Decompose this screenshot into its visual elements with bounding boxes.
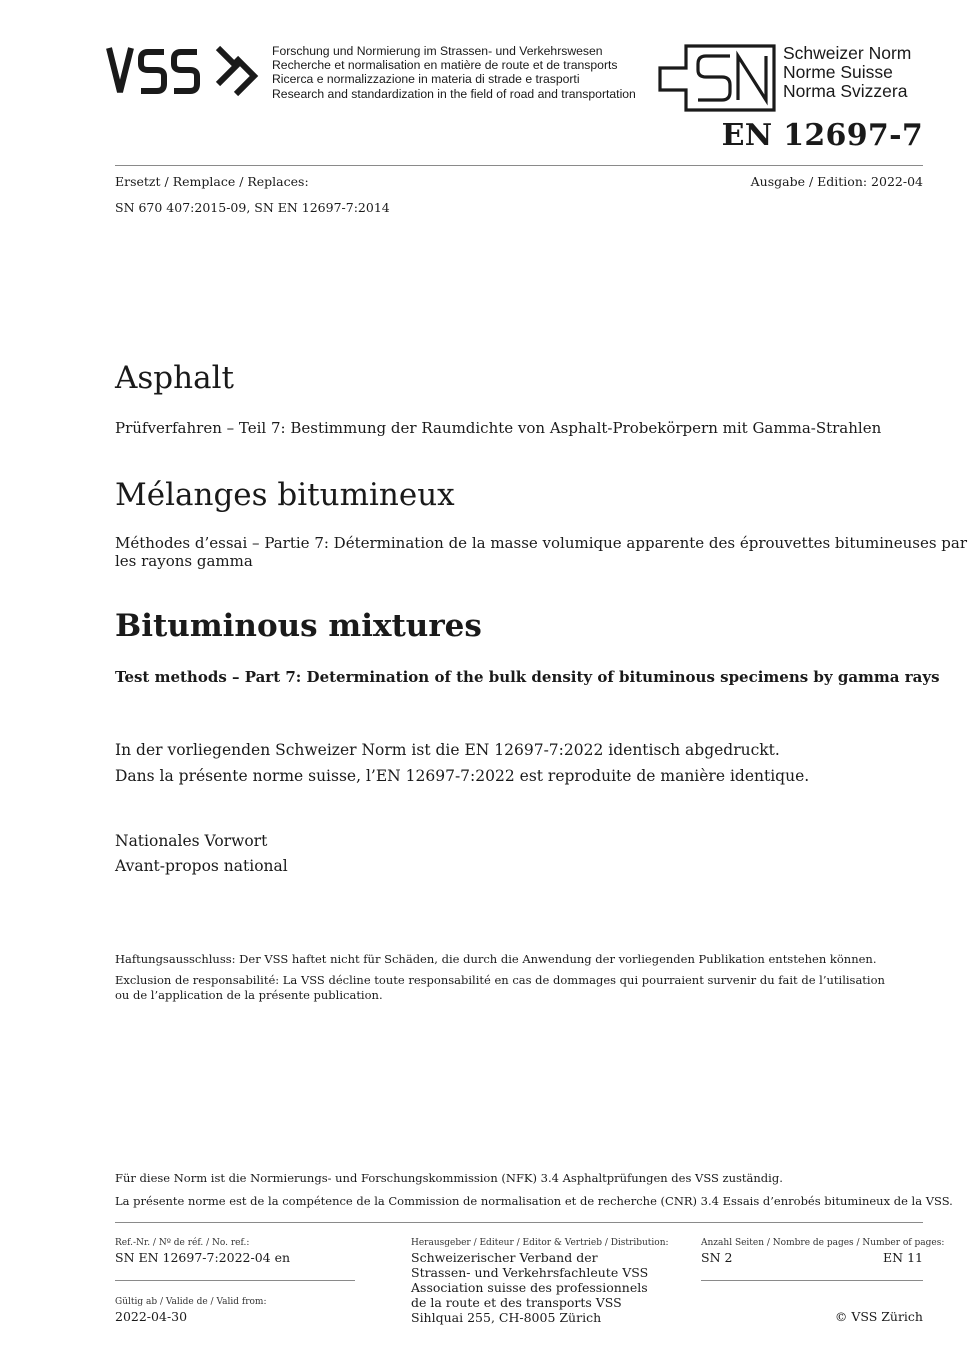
disclaimer-fr [115,973,885,1003]
disclaimer-fr-line-1: Exclusion de responsabilité: La VSS décline toute responsabilité en cas de dommages qui pourraient survenir du fait de l’utilisation [115,973,885,987]
footer-divider [115,1222,923,1223]
publisher-address [411,1250,648,1325]
subtitle-fr-line-2: les rayons gamma [115,552,253,570]
document-number: EN 12697-7 [721,118,923,153]
replaces-label: Ersetzt / Remplace / Replaces: [115,174,309,189]
identical-note-fr: Dans la présente norme suisse, l’EN 12697-7:2022 est reproduite de manière identique. [115,767,810,785]
footer-col1-divider [115,1280,355,1281]
ref-value: SN EN 12697-7:2022-04 en [115,1250,291,1265]
subtitle-en: Test methods – Part 7: Determination of the bulk density of bituminous specimens by gamma rays [115,668,940,686]
national-foreword-fr: Avant-propos national [115,857,288,875]
vss-logo [106,40,266,106]
subtitle-de: Prüfverfahren – Teil 7: Bestimmung der Raumdichte von Asphalt-Probekörpern mit Gamma-Strahlen [115,419,882,437]
subtitle-fr [115,534,967,570]
disclaimer-fr-line-2: ou de l’application de la présente publication. [115,988,383,1002]
header-divider [115,165,923,166]
edition: Ausgabe / Edition: 2022-04 [750,174,923,189]
title-fr: Mélanges bitumineux [115,477,455,513]
sn-logo [656,44,780,118]
publisher-line-2: Strassen- und Verkehrsfachleute VSS [411,1265,649,1280]
sn-label-fr: Norme Suisse [783,62,893,82]
vss-tagline [272,44,636,101]
disclaimer-de: Haftungsausschluss: Der VSS haftet nicht für Schäden, die durch die Anwendung der vorliegenden Publikation entstehen können. [115,952,877,966]
vss-tagline-it: Ricerca e normalizzazione in materia di strade e trasporti [272,72,580,87]
national-foreword-de: Nationales Vorwort [115,832,268,850]
subtitle-fr-line-1: Méthodes d’essai – Partie 7: Détermination de la masse volumique apparente des éprouvettes bitumineuses par [115,534,967,552]
title-de: Asphalt [115,360,234,396]
publisher-line-3: Association suisse des professionnels [411,1280,648,1295]
publisher-label: Herausgeber / Editeur / Editor & Vertrieb / Distribution: [411,1238,669,1248]
pages-en: EN 11 [883,1250,923,1265]
publisher-line-1: Schweizerischer Verband der [411,1250,598,1265]
ref-label: Ref.-Nr. / Nº de réf. / No. ref.: [115,1238,250,1248]
pages-sn: SN 2 [701,1250,733,1265]
valid-value: 2022-04-30 [115,1309,188,1324]
replaces-value: SN 670 407:2015-09, SN EN 12697-7:2014 [115,200,390,215]
vss-tagline-de: Forschung und Normierung im Strassen- und Verkehrswesen [272,44,603,58]
sn-norm-labels [783,44,911,101]
title-en: Bituminous mixtures [115,608,482,644]
identical-note-de: In der vorliegenden Schweizer Norm ist die EN 12697-7:2022 identisch abgedruckt. [115,741,780,759]
competence-fr: La présente norme est de la compétence de la Commission de normalisation et de recherche (CNR) 3.4 Essais d’enrobés bitumineux de la VSS. [115,1194,953,1208]
sn-label-it: Norma Svizzera [783,81,908,101]
footer-col3-divider [701,1280,923,1281]
pages-label: Anzahl Seiten / Nombre de pages / Number of pages: [701,1238,945,1248]
sn-label-de: Schweizer Norm [783,43,912,63]
vss-tagline-fr: Recherche et normalisation en matière de route et de transports [272,58,618,73]
vss-tagline-en: Research and standardization in the field of road and transportation [272,86,636,101]
valid-label: Gültig ab / Valide de / Valid from: [115,1297,267,1307]
publisher-line-5: Sihlquai 255, CH-8005 Zürich [411,1310,602,1325]
publisher-line-4: de la route et des transports VSS [411,1295,622,1310]
copyright: © VSS Zürich [834,1309,923,1324]
competence-de: Für diese Norm ist die Normierungs- und Forschungskommission (NFK) 3.4 Asphaltprüfungen des VSS zuständig. [115,1171,783,1185]
